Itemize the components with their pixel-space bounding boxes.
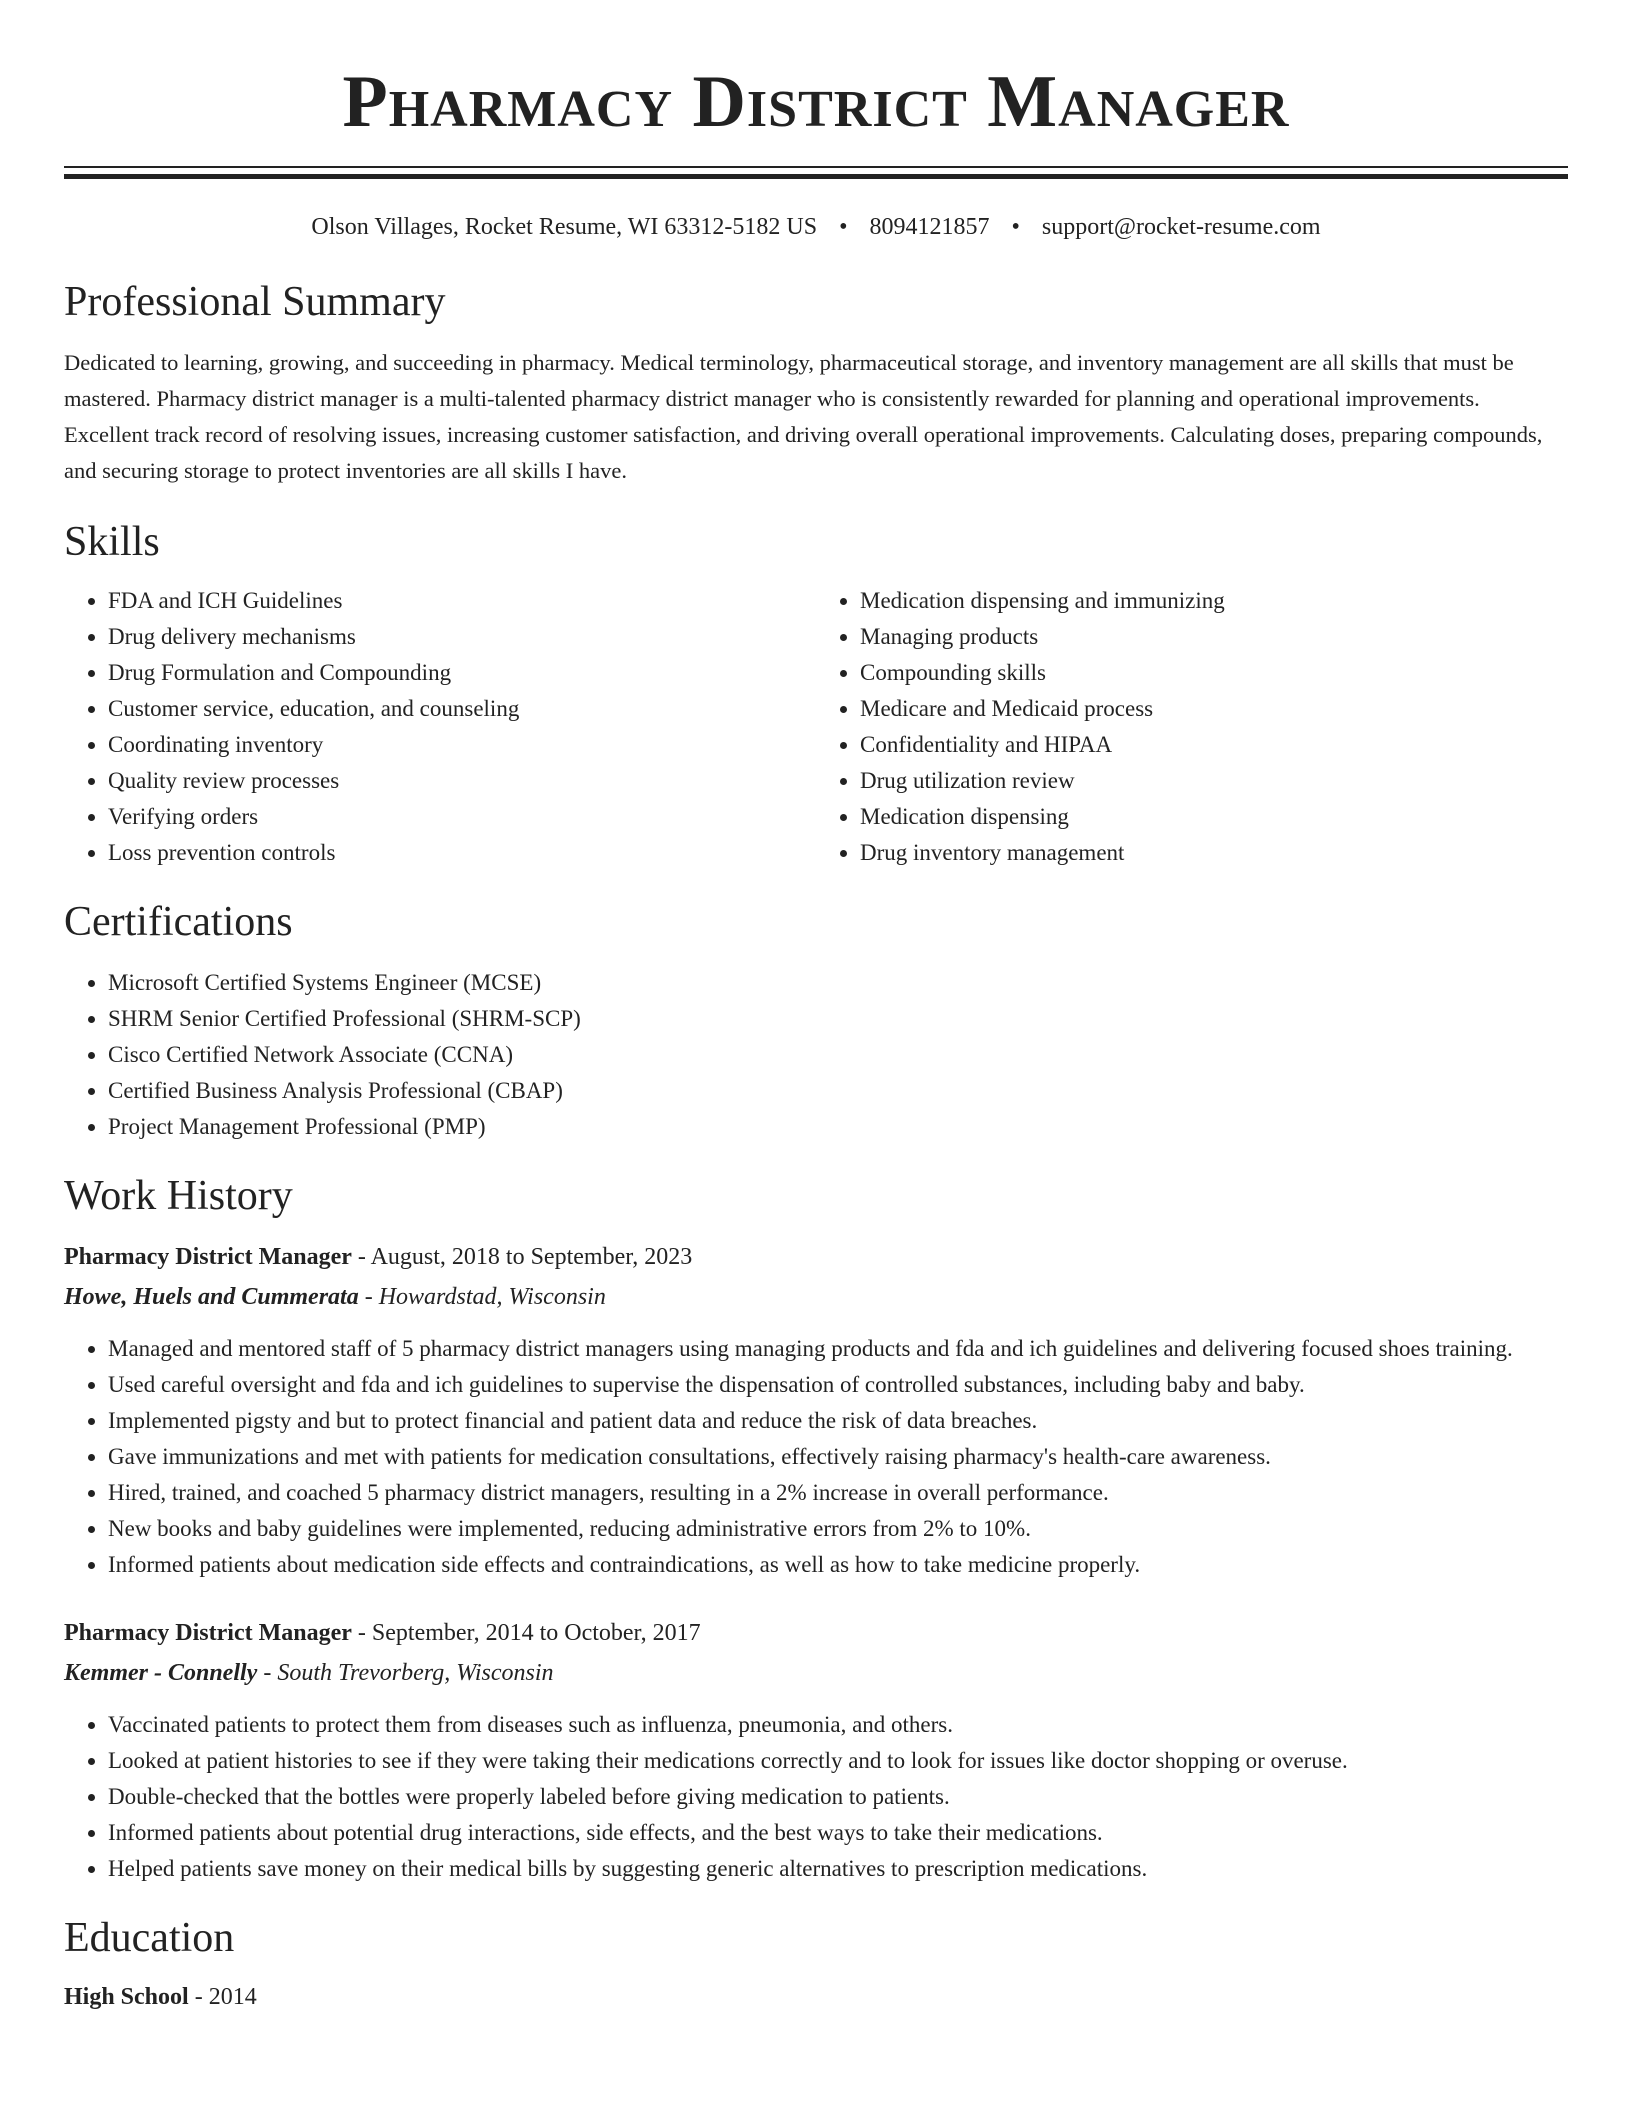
list-item: • Quality review processes xyxy=(108,763,816,799)
education-heading: Education xyxy=(64,1915,235,1961)
job-company: Kemmer - Connelly xyxy=(64,1660,258,1686)
list-item: • Drug Formulation and Compounding xyxy=(108,655,816,691)
list-item: • Informed patients about potential drug interactions, side effects, and the best ways to take their medications. xyxy=(108,1815,1568,1851)
job-title-line xyxy=(64,1615,1568,1651)
list-item: • Compounding skills xyxy=(860,655,1568,691)
list-item: • Vaccinated patients to protect them from diseases such as influenza, pneumonia, and others. xyxy=(108,1707,1568,1743)
list-item: • Managing products xyxy=(860,619,1568,655)
job-company-line xyxy=(64,1279,1568,1315)
list-item: • Coordinating inventory xyxy=(108,727,816,763)
list-item: • Managed and mentored staff of 5 pharmacy district managers using managing products and fda and ich guidelines and delivering focused shoes training. xyxy=(108,1331,1568,1367)
list-item: • Looked at patient histories to see if they were taking their medications correctly and to look for issues like doctor shopping or overuse. xyxy=(108,1743,1568,1779)
list-item: • Certified Business Analysis Professional (CBAP) xyxy=(108,1073,1568,1109)
list-item: • Customer service, education, and counseling xyxy=(108,691,816,727)
job-title: Pharmacy District Manager xyxy=(64,1244,352,1270)
list-item: • New books and baby guidelines were implemented, reducing administrative errors from 2% to 10%. xyxy=(108,1511,1568,1547)
job-dates: - August, 2018 to September, 2023 xyxy=(351,1244,693,1270)
list-item: • Project Management Professional (PMP) xyxy=(108,1109,1568,1145)
certifications-heading: Certifications xyxy=(64,899,293,945)
contact-email: support@rocket-resume.com xyxy=(1041,214,1321,240)
list-item: • Used careful oversight and fda and ich guidelines to supervise the dispensation of controlled substances, including baby and baby. xyxy=(108,1367,1568,1403)
list-item: • Medication dispensing and immunizing xyxy=(860,583,1568,619)
job-entry xyxy=(64,1239,1568,1583)
bullet-separator: • xyxy=(1011,214,1020,240)
list-item: • Drug delivery mechanisms xyxy=(108,619,816,655)
list-item: • Drug utilization review xyxy=(860,763,1568,799)
list-item: • Verifying orders xyxy=(108,799,816,835)
list-item: • FDA and ICH Guidelines xyxy=(108,583,816,619)
skills-list-right xyxy=(816,583,1568,871)
contact-address: Olson Villages, Rocket Resume, WI 63312-5182 US xyxy=(311,214,818,240)
list-item: • Drug inventory management xyxy=(860,835,1568,871)
contact-phone: 8094121857 xyxy=(869,214,990,240)
work-history-heading: Work History xyxy=(64,1173,293,1219)
list-item: • Hired, trained, and coached 5 pharmacy district managers, resulting in a 2% increase in overall performance. xyxy=(108,1475,1568,1511)
job-dates: - September, 2014 to October, 2017 xyxy=(351,1620,701,1646)
list-item: • Double-checked that the bottles were properly labeled before giving medication to patients. xyxy=(108,1779,1568,1815)
bullet-separator: • xyxy=(839,214,848,240)
skills-heading: Skills xyxy=(64,519,160,565)
list-item: • Cisco Certified Network Associate (CCNA) xyxy=(108,1037,1568,1073)
list-item: • Microsoft Certified Systems Engineer (MCSE) xyxy=(108,965,1568,1001)
list-item: • Helped patients save money on their medical bills by suggesting generic alternatives to prescription medications. xyxy=(108,1851,1568,1887)
job-location: - South Trevorberg, Wisconsin xyxy=(257,1660,554,1686)
skills-columns xyxy=(64,583,1568,871)
certifications-list xyxy=(64,965,1568,1145)
job-location: - Howardstad, Wisconsin xyxy=(358,1284,606,1310)
summary-heading: Professional Summary xyxy=(64,279,446,325)
list-item: • Confidentiality and HIPAA xyxy=(860,727,1568,763)
list-item: • Loss prevention controls xyxy=(108,835,816,871)
list-item: • Implemented pigsty and but to protect financial and patient data and reduce the risk of data breaches. xyxy=(108,1403,1568,1439)
job-company-line xyxy=(64,1655,1568,1691)
title-divider-thick xyxy=(64,174,1568,179)
list-item: • Medication dispensing xyxy=(860,799,1568,835)
job-title-line xyxy=(64,1239,1568,1275)
education-degree: High School xyxy=(64,1984,189,2010)
education-year: - 2014 xyxy=(188,1984,257,2010)
job-entry xyxy=(64,1615,1568,1887)
education-entry xyxy=(64,1979,1568,2015)
skills-list-left xyxy=(64,583,816,871)
job-company: Howe, Huels and Cummerata xyxy=(64,1284,359,1310)
list-item: • SHRM Senior Certified Professional (SHRM-SCP) xyxy=(108,1001,1568,1037)
contact-line xyxy=(64,211,1568,243)
resume-title: Pharmacy District Manager xyxy=(342,61,1290,143)
list-item: • Informed patients about medication side effects and contraindications, as well as how to take medicine properly. xyxy=(108,1547,1568,1583)
summary-text: Dedicated to learning, growing, and succeeding in pharmacy. Medical terminology, pharmaceutical storage, and inventory management are all skills that must be mastered. Pharmacy district manager is a multi-talented pharmacy district manager who is consistently rewarded for planning and operational improvements. Excellent track record of resolving issues, increasing customer satisfaction, and driving overall operational improvements. Calculating doses, preparing compounds, and securing storage to protect inventories are all skills I have. xyxy=(64,350,1543,483)
list-item: • Medicare and Medicaid process xyxy=(860,691,1568,727)
job-bullets xyxy=(64,1331,1568,1583)
job-bullets xyxy=(64,1707,1568,1887)
job-title: Pharmacy District Manager xyxy=(64,1620,352,1646)
title-divider-thin xyxy=(64,166,1568,168)
list-item: • Gave immunizations and met with patients for medication consultations, effectively raising pharmacy's health-care awareness. xyxy=(108,1439,1568,1475)
